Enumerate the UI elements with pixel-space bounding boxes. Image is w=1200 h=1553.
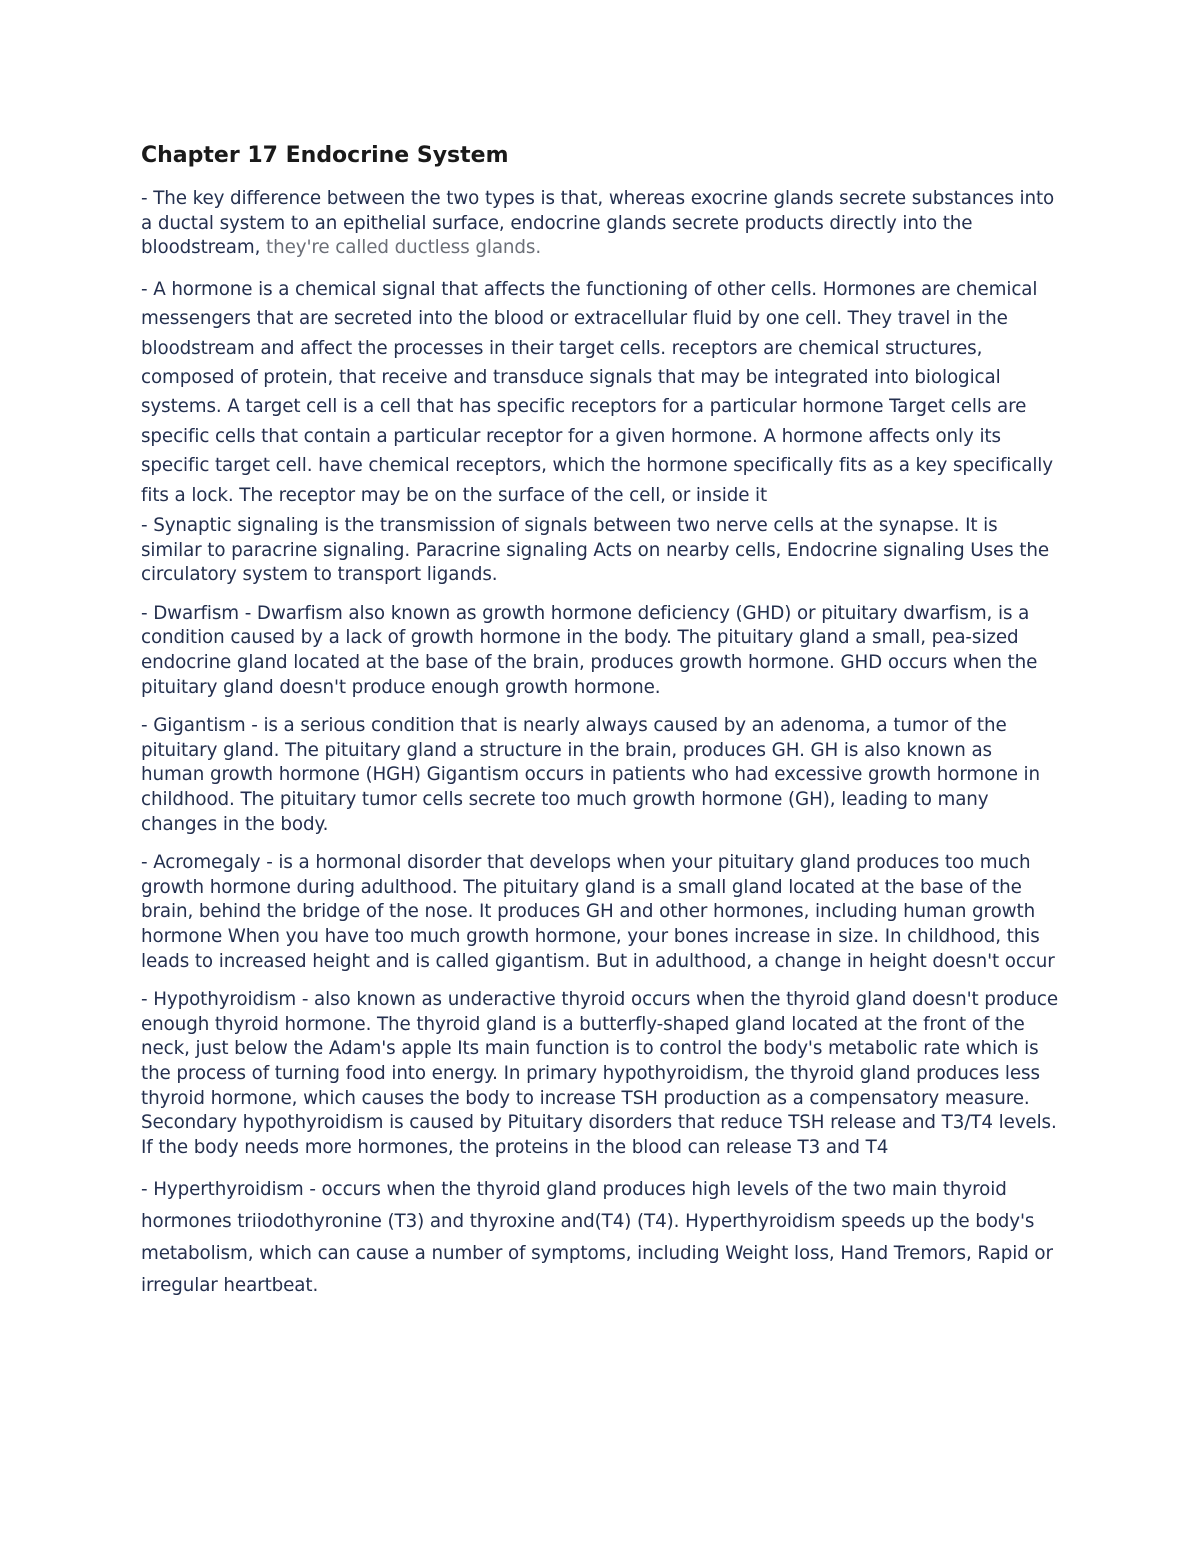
page-title: Chapter 17 Endocrine System: [141, 143, 509, 168]
paragraph-hyperthyroidism: - Hyperthyroidism - occurs when the thyroid gland produces high levels of the two main thyroid hormones triiodothyronine (T3) and thyroxine and(T4) (T4). Hyperthyroidism speeds up the body's metabolism, which can cause a number of symptoms, including Weight loss, Hand Tremors, Rapid or irregular heartbeat.: [141, 1179, 1053, 1297]
paragraph-glands-tail: they're called ductless glands.: [260, 237, 542, 259]
paragraph-glands-main: - The key difference between the two types is that, whereas exocrine glands secrete substances into a ductal system to an epithelial surface, endocrine glands secrete products directly into the bloodstream,: [141, 188, 1055, 259]
paragraph-glands: [141, 187, 1060, 261]
paragraph-acromegaly: - Acromegaly - is a hormonal disorder that develops when your pituitary gland produces too much growth hormone during adulthood. The pituitary gland is a small gland located at the base of the brain, behind the bridge of the nose. It produces GH and other hormones, including human growth hormone When you have too much growth hormone, your bones increase in size. In childhood, this leads to increased height and is called gigantism. But in adulthood, a change in height doesn't occur: [141, 852, 1055, 972]
paragraph-hormone: - A hormone is a chemical signal that affects the functioning of other cells. Hormones are chemical messengers that are secreted into the blood or extracellular fluid by one cell. They travel in the bloodstream and affect the processes in their target cells. receptors are chemical structures, composed of protein, that receive and transduce signals that may be integrated into biological systems. A target cell is a cell that has specific receptors for a particular hormone Target cells are specific cells that contain a particular receptor for a given hormone. A hormone affects only its specific target cell. have chemical receptors, which the hormone specifically fits as a key specifically fits a lock. The receptor may be on the surface of the cell, or inside it: [141, 278, 1053, 506]
paragraph-synaptic-signaling: - Synaptic signaling is the transmission of signals between two nerve cells at the synapse. It is similar to paracrine signaling. Paracrine signaling Acts on nearby cells, Endocrine signaling Uses the circulatory system to transport ligands.: [141, 515, 1049, 586]
paragraph-gigantism: - Gigantism - is a serious condition that is nearly always caused by an adenoma, a tumor of the pituitary gland. The pituitary gland a structure in the brain, produces GH. GH is also known as human growth hormone (HGH) Gigantism occurs in patients who had excessive growth hormone in childhood. The pituitary tumor cells secrete too much growth hormone (GH), leading to many changes in the body.: [141, 715, 1041, 835]
paragraph-hypothyroidism: - Hypothyroidism - also known as underactive thyroid occurs when the thyroid gland doesn't produce enough thyroid hormone. The thyroid gland is a butterfly-shaped gland located at the front of the neck, just below the Adam's apple Its main function is to control the body's metabolic rate which is the process of turning food into energy. In primary hypothyroidism, the thyroid gland produces less thyroid hormone, which causes the body to increase TSH production as a compensatory measure. Secondary hypothyroidism is caused by Pituitary disorders that reduce TSH release and T3/T4 levels. If the body needs more hormones, the proteins in the blood can release T3 and T4: [141, 989, 1059, 1158]
paragraph-dwarfism: - Dwarfism - Dwarfism also known as growth hormone deficiency (GHD) or pituitary dwarfism, is a condition caused by a lack of growth hormone in the body. The pituitary gland a small, pea-sized endocrine gland located at the base of the brain, produces growth hormone. GHD occurs when the pituitary gland doesn't produce enough growth hormone.: [141, 602, 1038, 698]
